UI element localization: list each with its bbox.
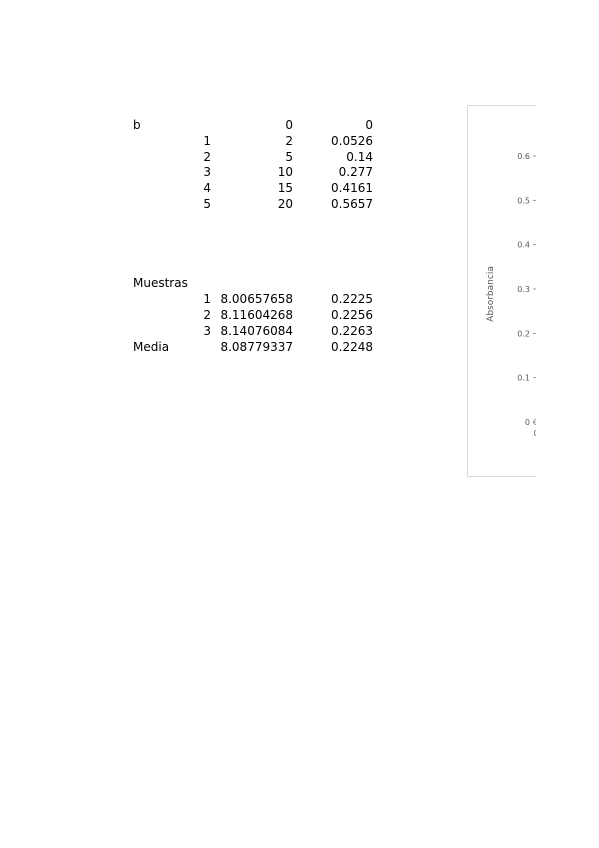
table2-row-c3: 0.2263 <box>331 324 373 338</box>
table1-row-c3: 0.277 <box>338 165 373 179</box>
table1-row-c3: 0.4161 <box>331 181 373 195</box>
table1-row-c3: 0.5657 <box>331 197 373 211</box>
y-tick-label: 0 <box>524 418 530 427</box>
table1-row-idx: 2 <box>203 150 211 164</box>
table2-row-c3: 0.2225 <box>331 292 373 306</box>
table1-row-idx: 1 <box>203 134 211 148</box>
table1-row-c3: 0.14 <box>346 150 373 164</box>
table1-row-idx: 5 <box>203 197 211 211</box>
chart-frame <box>467 105 539 477</box>
table2-row-c2: 8.00657658 <box>220 292 293 306</box>
table2-row-idx: 1 <box>203 292 211 306</box>
media-c3: 0.2248 <box>331 340 373 354</box>
media-c2: 8.08779337 <box>220 340 293 354</box>
y-axis-title: Absorbancia <box>486 266 496 322</box>
table2-label: Muestras <box>133 276 188 290</box>
table2-row-c2: 8.14076084 <box>220 324 293 338</box>
table2-row-c2: 8.11604268 <box>220 308 293 322</box>
table1-header-c3: 0 <box>365 118 373 132</box>
x-tick-label: 0 <box>533 429 539 438</box>
table1-row-idx: 3 <box>203 165 211 179</box>
table1-row-c2: 20 <box>277 197 293 211</box>
table1-row-idx: 4 <box>203 181 211 195</box>
table2-row-c3: 0.2256 <box>331 308 373 322</box>
chart-container <box>467 105 539 477</box>
table1-header-c2: 0 <box>285 118 293 132</box>
y-tick-label: 0.3 <box>517 285 530 294</box>
y-tick-label: 0.2 <box>517 329 530 339</box>
y-tick-label: 0.4 <box>517 240 530 250</box>
y-tick-label: 0.6 <box>517 152 530 161</box>
table1-row-c2: 5 <box>285 150 293 164</box>
table2-row-idx: 2 <box>203 308 211 322</box>
table1-label: b <box>133 118 141 132</box>
table2-row-idx: 3 <box>203 324 211 338</box>
table1-row-c3: 0.0526 <box>331 134 373 148</box>
y-tick-label: 0.1 <box>517 373 530 383</box>
table1-row-c2: 2 <box>285 134 293 148</box>
y-tick-label: 0.5 <box>517 196 530 206</box>
table1-row-c2: 15 <box>277 181 293 195</box>
table1-row-c2: 10 <box>277 165 293 179</box>
media-label: Media <box>133 340 170 354</box>
chart-svg <box>468 106 539 476</box>
